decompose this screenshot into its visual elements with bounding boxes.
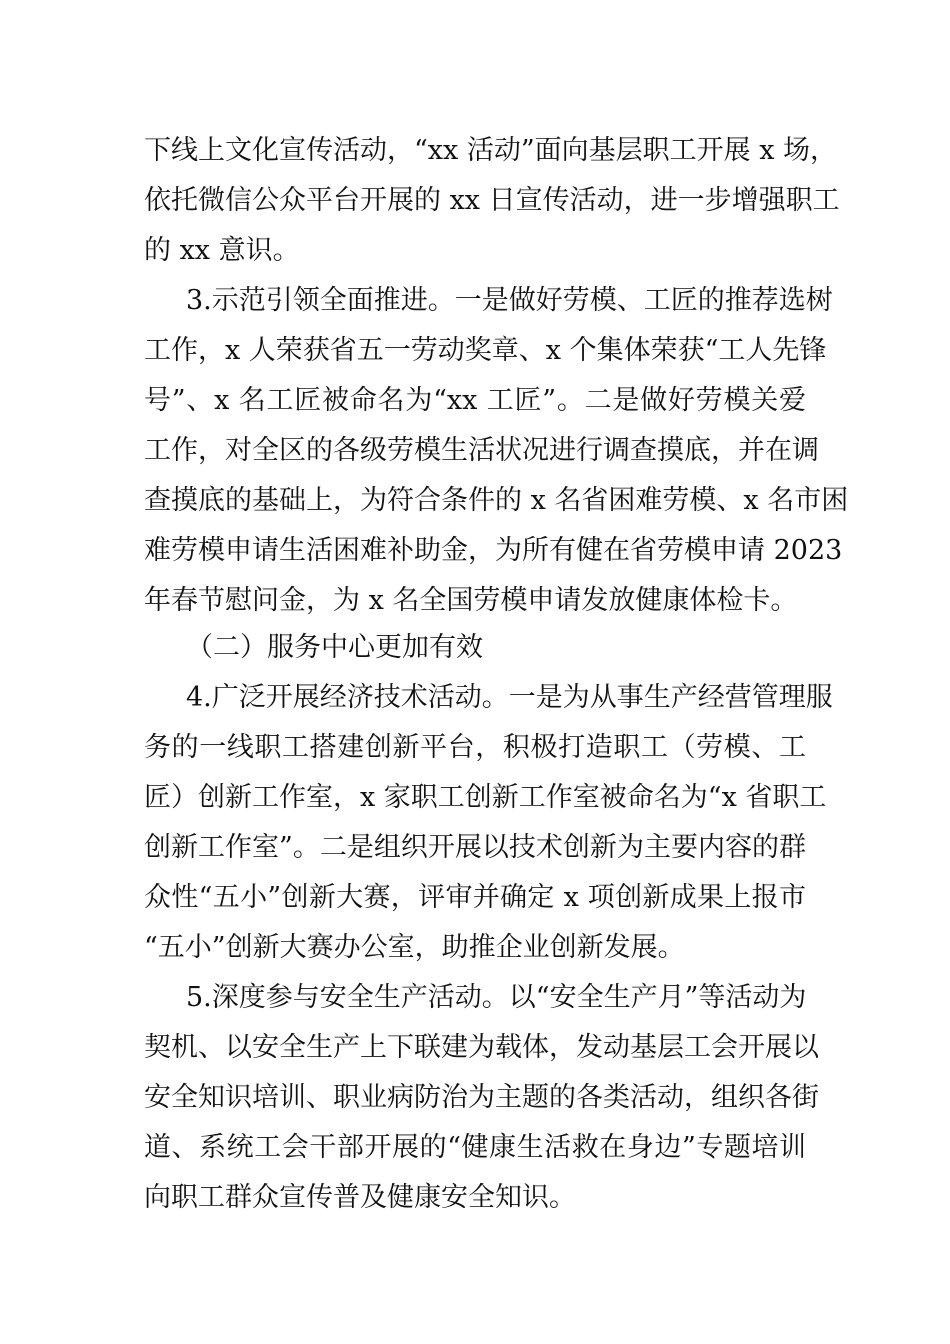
text-line: 众性“五小”创新大赛，评审并确定 x 项创新成果上报市 bbox=[144, 882, 806, 913]
text-line: 下线上文化宣传活动，“xx 活动”面向基层职工开展 x 场， bbox=[144, 135, 838, 166]
text-line: 工作，x 人荣获省五一劳动奖章、x 个集体荣获“工人先锋 bbox=[144, 335, 827, 366]
text-line: 道、系统工会干部开展的“健康生活救在身边”专题培训 bbox=[144, 1132, 806, 1163]
text-line: 的 xx 意识。 bbox=[144, 235, 300, 266]
text-line: 工作，对全区的各级劳模生活状况进行调查摸底，并在调 bbox=[144, 435, 819, 466]
text-line: 向职工群众宣传普及健康安全知识。 bbox=[144, 1182, 576, 1213]
text-line: 契机、以安全生产上下联建为载体，发动基层工会开展以 bbox=[144, 1032, 819, 1063]
text-line: 难劳模申请生活困难补助金，为所有健在省劳模申请 2023 bbox=[144, 535, 843, 566]
paragraph-heading-line: 5.深度参与安全生产活动。以“安全生产月”等活动为 bbox=[186, 982, 807, 1013]
text-line: 安全知识培训、职业病防治为主题的各类活动，组织各街 bbox=[144, 1082, 819, 1113]
text-line: 号”、x 名工匠被命名为“xx 工匠”。二是做好劳模关爱 bbox=[144, 385, 806, 416]
text-line: 年春节慰问金，为 x 名全国劳模申请发放健康体检卡。 bbox=[144, 585, 798, 616]
paragraph-heading-line: 4.广泛开展经济技术活动。一是为从事生产经营管理服 bbox=[186, 682, 833, 713]
text-line: “五小”创新大赛办公室，助推企业创新发展。 bbox=[144, 932, 685, 963]
text-line: 查摸底的基础上，为符合条件的 x 名省困难劳模、x 名市困 bbox=[144, 485, 849, 516]
paragraph-heading-line: 3.示范引领全面推进。一是做好劳模、工匠的推荐选树 bbox=[186, 285, 833, 316]
text-line: 创新工作室”。二是组织开展以技术创新为主要内容的群 bbox=[144, 832, 806, 863]
text-line: 务的一线职工搭建创新平台，积极打造职工（劳模、工 bbox=[144, 732, 806, 763]
section-heading: （二）服务中心更加有效 bbox=[186, 632, 483, 663]
text-line: 依托微信公众平台开展的 xx 日宣传活动，进一步增强职工 bbox=[144, 185, 840, 216]
text-line: 匠）创新工作室，x 家职工创新工作室被命名为“x 省职工 bbox=[144, 782, 827, 813]
